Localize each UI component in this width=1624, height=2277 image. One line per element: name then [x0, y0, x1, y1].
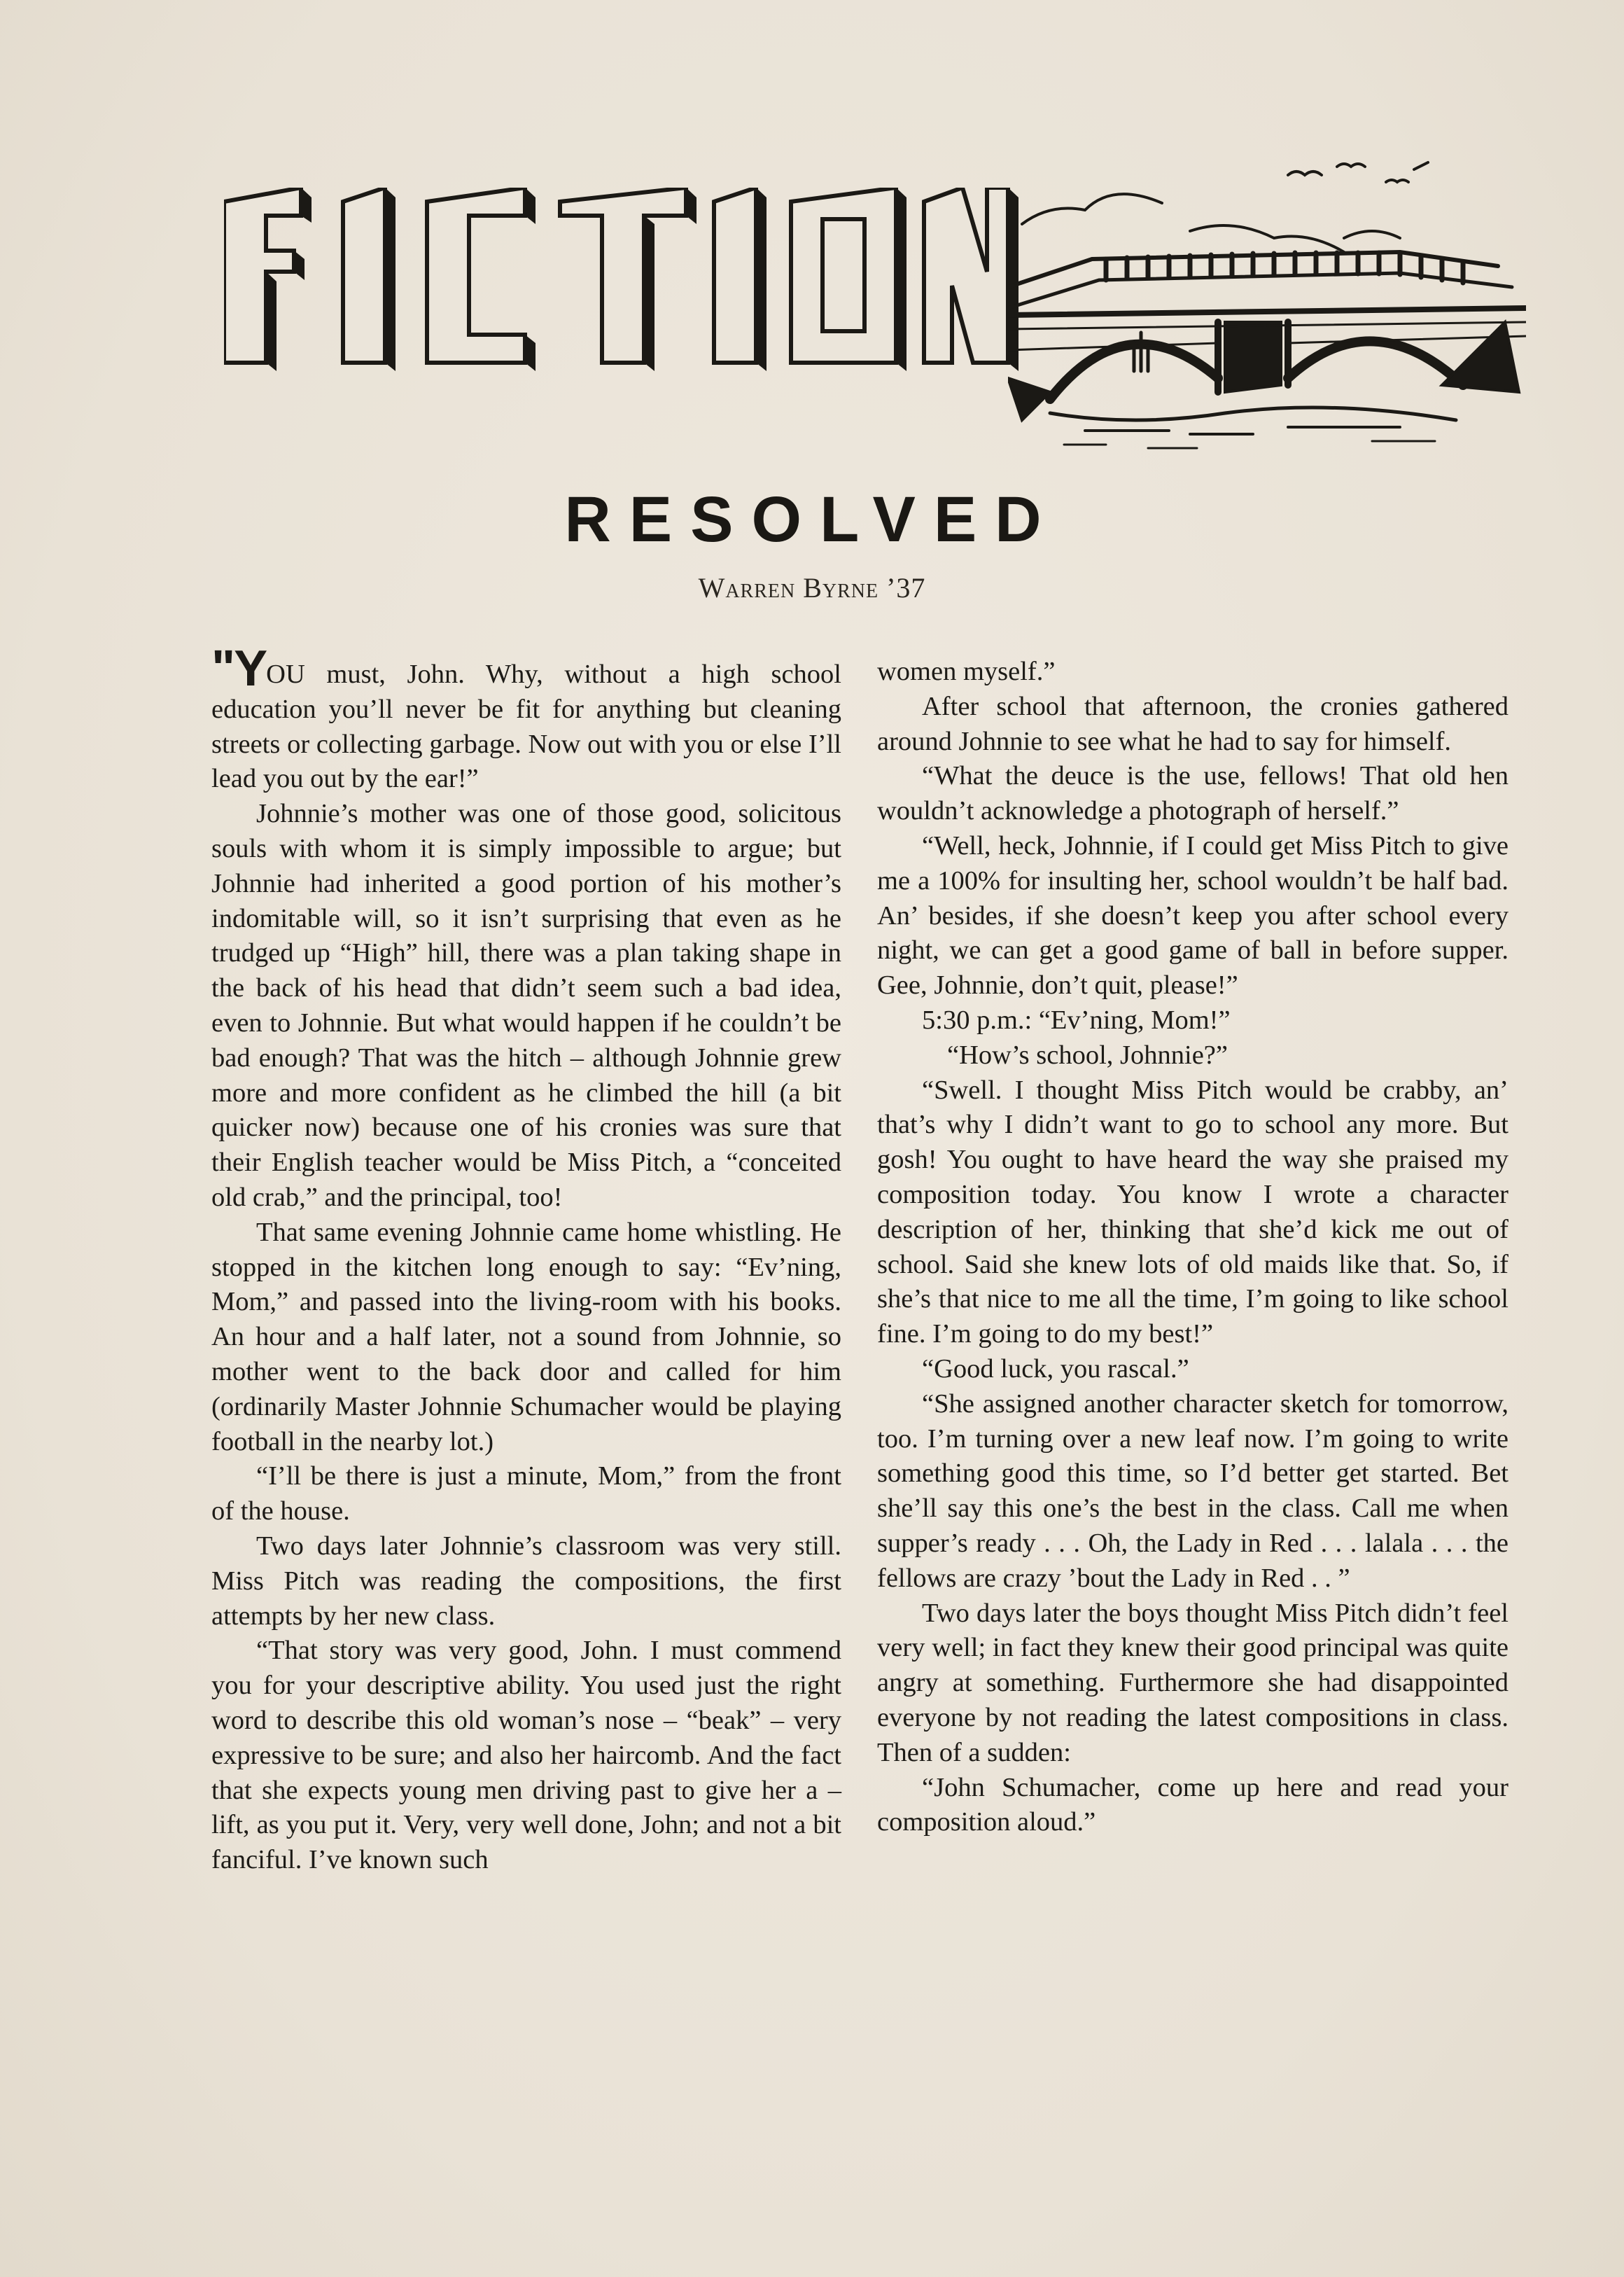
paragraph: Two days later Johnnie’s classroom was very still. Miss Pitch was reading the compositions, the first attempts by her new class. — [211, 1531, 841, 1631]
story-byline: Warren Byrne ’37 — [698, 572, 926, 604]
paragraph: “Well, heck, Johnnie, if I could get Miss Pitch to give me a 100% for insulting her, school wouldn’t be half bad. An’ besides, if she doesn’t keep you after school every night, we can get a good game of ball in before supper. Gee, Johnnie, don’t quit, please!” — [877, 830, 1508, 1001]
paragraph: 5:30 p.m.: “Ev’ning, Mom!” — [922, 1005, 1231, 1035]
paragraph: women myself.” — [877, 657, 1056, 686]
paragraph: “How’s school, Johnnie?” — [947, 1040, 1228, 1070]
paragraph: After school that afternoon, the cronies gathered around Johnnie to see what he had to say for himself. — [877, 691, 1508, 756]
paragraph: That same evening Johnnie came home whistling. He stopped in the kitchen long enough to say: “Ev’ning, Mom,” and passed into the living-room with his books. An hour and a half later, not a sound from Johnnie, so mother went to the back door and called for him (ordinarily Master Johnnie Schumacher would be playing football in the nearby lot.) — [211, 1217, 841, 1456]
right-column — [877, 655, 1508, 1840]
paragraph: Two days later the boys thought Miss Pitch didn’t feel very well; in fact they knew their good principal was quite angry at something. Furthermore she had disappointed everyone by not reading the latest compositions in class. Then of a sudden: — [877, 1598, 1508, 1767]
paragraph: “She assigned another character sketch for tomorrow, too. I’m turning over a new leaf now. I’m going to write something good this time, so I’d better get started. Bet she’ll say this one’s the best in the class. Call me when supper’s ready . . . Oh, the Lady in Red . . . lalala . . . the fellows are crazy ’bout the Lady in Red . . ” — [877, 1388, 1508, 1593]
paragraph: “John Schumacher, come up here and read your composition aloud.” — [877, 1772, 1508, 1837]
paragraph-text: OU must, John. Why, without a high school education you’ll never be fit for anything but cleaning streets or collecting garbage. Now out with you or else I’ll lead you out by the ear!” — [211, 660, 841, 794]
drop-cap: "Y — [211, 641, 267, 697]
paragraph: “Good luck, you rascal.” — [922, 1353, 1189, 1384]
paragraph: Johnnie’s mother was one of those good, solicitous souls with whom it is simply impossible to argue; but Johnnie had inherited a good portion of his mother’s indomitable will, so it isn’t surprising that even as he trudged up “High” hill, there was a plan taking shape in the back of his head that didn’t seem such a bad idea, even to Johnnie. But what would happen if he couldn’t be bad enough? That was the hitch – although Johnnie grew more and more confident as he climbed the hill (a bit quicker now) because one of his cronies was sure that their English teacher would be Miss Pitch, a “conceited old crab,” and the principal, too! — [211, 799, 841, 1212]
paragraph: “That story was very good, John. I must commend you for your descriptive ability. You used just the right word to describe this old woman’s nose – “beak” – very expressive to be sure; and also her haircomb. And the fact that she expects young men driving past to give her a – lift, as you put it. Very, very well done, John; and not a bit fanciful. I’ve known such — [211, 1636, 841, 1875]
bridge-illustration — [1008, 147, 1526, 455]
left-column — [211, 641, 841, 1878]
story-title: RESOLVED — [564, 484, 1060, 555]
paragraph: “I’ll be there is just a minute, Mom,” from the front of the house. — [211, 1461, 841, 1526]
paragraph: “Swell. I thought Miss Pitch would be crabby, an’ that’s why I didn’t want to go to school any more. But gosh! You ought to have heard the way she praised my composition today. You know I wrote a character description of her, thinking that she’d kick me out of school. Said she knew lots of old maids like that. So, if she’s that nice to me all the time, I’m going to like school fine. I’m going to do my best!” — [877, 1075, 1508, 1349]
fiction-lettering — [224, 188, 1022, 391]
paragraph — [211, 641, 841, 797]
paragraph: “What the deuce is the use, fellows! That old hen wouldn’t acknowledge a photograph of herself.” — [877, 761, 1508, 826]
